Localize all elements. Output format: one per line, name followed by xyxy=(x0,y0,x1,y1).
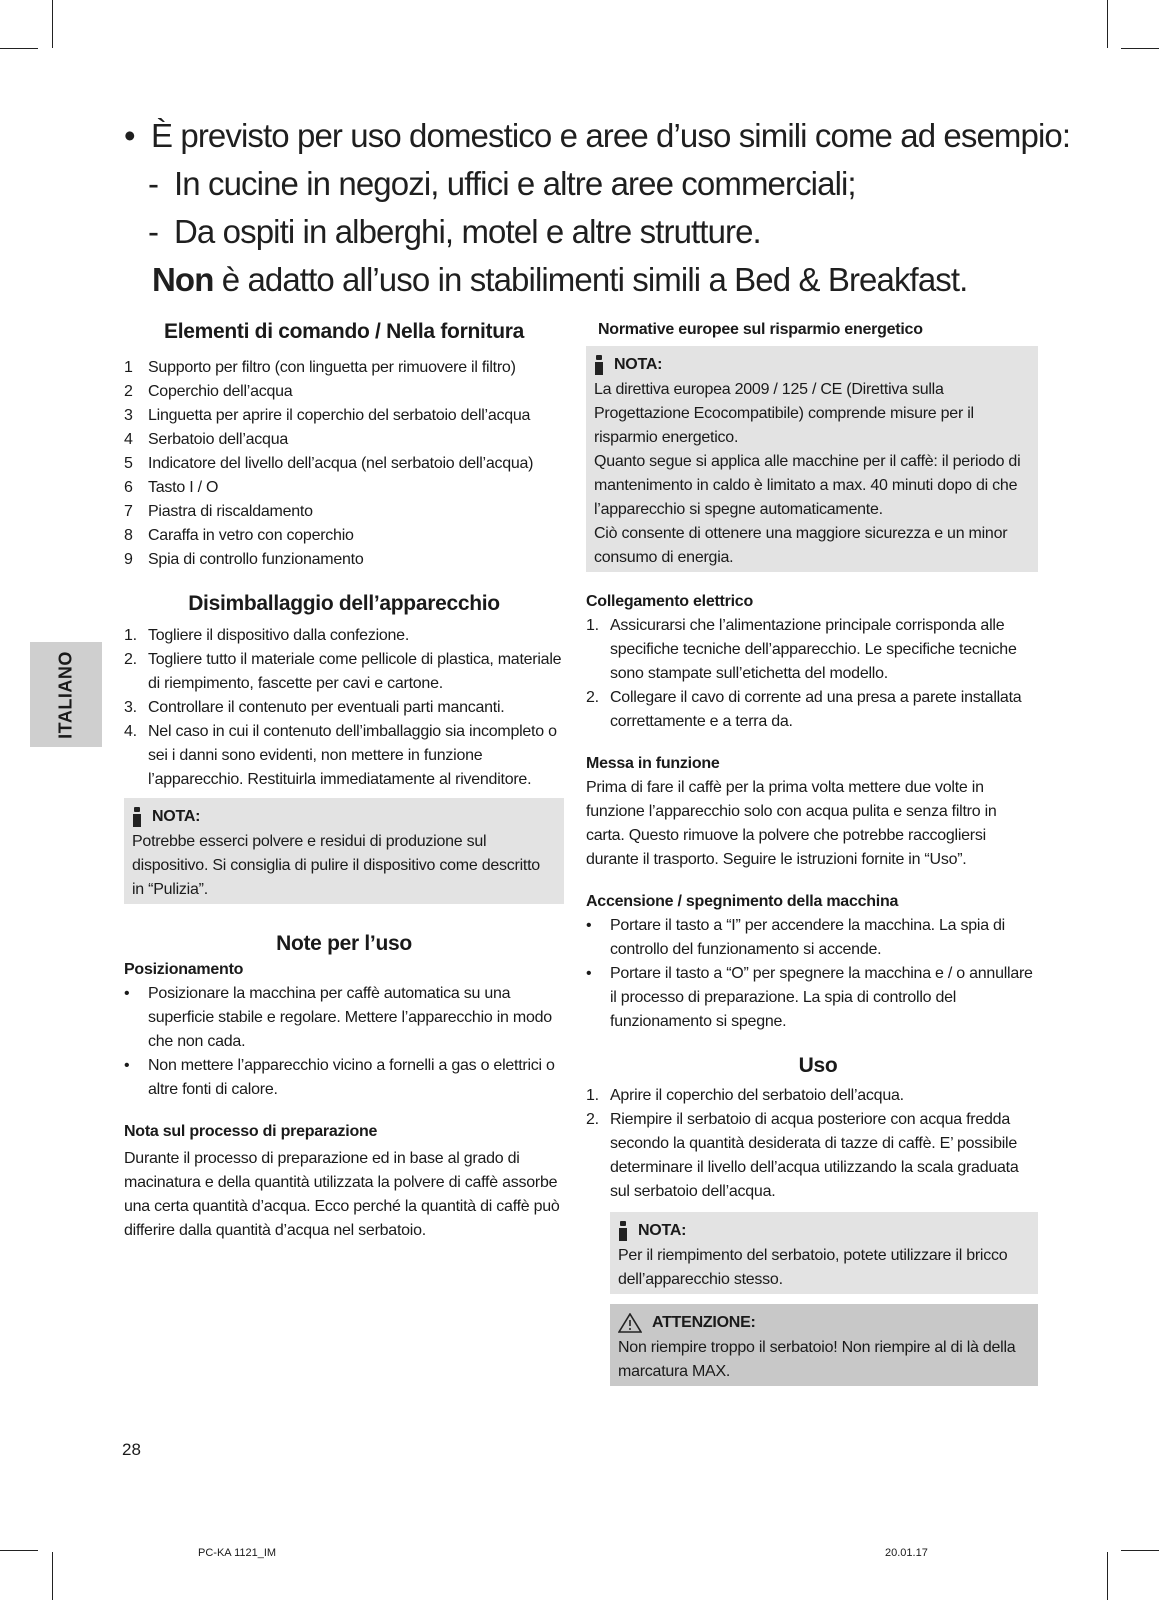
subsection-title: Messa in funzione xyxy=(586,755,720,772)
crop-mark xyxy=(1107,0,1108,48)
crop-mark xyxy=(0,1550,38,1551)
language-tab-label: ITALIANO xyxy=(55,650,76,739)
paragraph: Prima di fare il caffè per la prima volta mettere due volte in funzione l’apparecchio solo con acqua pulita e senza filtro in carta. Questo rimuove la polvere che potrebbe raccogliersi durante il trasporto. Seguire le istruzioni fornite in “Uso”. xyxy=(586,779,997,868)
list-item: 7 Piastra di riscaldamento xyxy=(124,503,313,520)
subsection-title: Nota sul processo di preparazione xyxy=(124,1123,378,1140)
intro-line: È previsto per uso domestico e aree d’uso simili come ad esempio: xyxy=(151,117,1071,154)
section-title: Elementi di comando / Nella fornitura xyxy=(164,320,524,343)
list-item: 2. Togliere tutto il materiale come pellicole di plastica, materiale di riempimento, fascette per cavi e cartone. xyxy=(124,651,562,692)
subsection-title: Normative europee sul risparmio energetico xyxy=(598,321,923,338)
page-number: 28 xyxy=(122,1440,141,1459)
list-item: 5 Indicatore del livello dell’acqua (nel serbatoio dell’acqua) xyxy=(124,455,534,472)
note-box: NOTA: Per il riempimento del serbatoio, potete utilizzare il bricco dell’apparecchio stesso. xyxy=(610,1212,1038,1294)
unpacking-list xyxy=(124,624,564,792)
list-item: 6 Tasto I / O xyxy=(124,479,219,496)
info-icon xyxy=(618,1221,628,1241)
intro-dash-item: - In cucine in negozi, uffici e altre aree commerciali; xyxy=(148,165,856,202)
crop-mark xyxy=(0,48,38,49)
list-item: • Portare il tasto a “O” per spegnere la macchina e / o annullare il processo di preparazione. La spia di controllo del funzionamento si spegne. xyxy=(586,965,1033,1030)
left-column xyxy=(124,318,564,1243)
list-item: 2. Riempire il serbatoio di acqua posteriore con acqua fredda secondo la quantità desiderata di tazze di caffè. E’ possibile determinare il livello dell’acqua utilizzando la scala graduata sul serbatoio dell’acqua. xyxy=(586,1111,1019,1200)
usage-list xyxy=(586,1084,1038,1204)
language-tab xyxy=(30,642,102,747)
intro-line: Non è adatto all’uso in stabilimenti simili a Bed & Breakfast. xyxy=(152,261,968,298)
section-title: Note per l’uso xyxy=(276,932,412,955)
list-item: 3. Controllare il contenuto per eventuali parti mancanti. xyxy=(124,699,505,716)
note-text: Potrebbe esserci polvere e residui di produzione sul dispositivo. Si consiglia di pulire il dispositivo come descritto in “Pulizia”. xyxy=(132,833,540,898)
list-item: 2. Collegare il cavo di corrente ad una presa a parete installata correttamente e a terra da. xyxy=(586,689,1022,730)
warning-box: ATTENZIONE: Non riempire troppo il serbatoio! Non riempire al di là della marcatura MAX. xyxy=(610,1304,1038,1386)
crop-mark xyxy=(52,1552,53,1600)
electrical-connection-list xyxy=(586,614,1038,734)
list-item: 8 Caraffa in vetro con coperchio xyxy=(124,527,354,544)
subsection-title: Collegamento elettrico xyxy=(586,593,753,610)
footer-doc-id: PC-KA 1121_IM xyxy=(198,1547,277,1559)
crop-mark xyxy=(1121,48,1159,49)
crop-mark xyxy=(52,0,53,48)
subsection-title: Posizionamento xyxy=(124,961,244,978)
warning-triangle-icon xyxy=(618,1313,642,1333)
crop-mark xyxy=(1107,1552,1108,1600)
list-item: 9 Spia di controllo funzionamento xyxy=(124,551,364,568)
note-box: NOTA: Potrebbe esserci polvere e residui di produzione sul dispositivo. Si consiglia di pulire il dispositivo come descritto in “Pulizia”. xyxy=(124,798,564,904)
list-item: • Posizionare la macchina per caffè automatica su una superficie stabile e regolare. Mettere l’apparecchio in modo che non cada. xyxy=(124,985,552,1050)
components-list xyxy=(124,356,564,572)
crop-mark xyxy=(1121,1550,1159,1551)
section-title: Disimballaggio dell’apparecchio xyxy=(188,592,500,615)
section-title: Uso xyxy=(798,1054,838,1077)
list-item: 2 Coperchio dell’acqua xyxy=(124,383,293,400)
positioning-list xyxy=(124,982,564,1102)
note-box: NOTA: La direttiva europea 2009 / 125 / CE (Direttiva sulla Progettazione Ecocompatibile) comprende misure per il risparmio energetico. Quanto segue si applica alle macchine per il caffè: il periodo di mantenimento in caldo è limitato a max. 40 minuti dopo di che l’apparecchio si spegne automaticamente. Ciò consente di ottenere una maggiore sicurezza e un minor consumo di energia. xyxy=(586,346,1038,572)
list-item: • Non mettere l’apparecchio vicino a fornelli a gas o elettrici o altre fonti di calore. xyxy=(124,1057,555,1098)
list-item: 1. Aprire il coperchio del serbatoio dell’acqua. xyxy=(586,1087,904,1104)
list-item: 1. Togliere il dispositivo dalla confezione. xyxy=(124,627,410,644)
intro-bullet: • xyxy=(124,117,135,154)
list-item: 3 Linguetta per aprire il coperchio del serbatoio dell’acqua xyxy=(124,407,531,424)
list-item: 4 Serbatoio dell’acqua xyxy=(124,431,288,448)
right-column xyxy=(586,318,1038,1386)
footer-date: 20.01.17 xyxy=(885,1547,928,1559)
power-list xyxy=(586,914,1038,1034)
info-icon xyxy=(594,355,604,375)
info-icon xyxy=(132,807,142,827)
list-item: 4. Nel caso in cui il contenuto dell’imballaggio sia incompleto o sei i danni sono evidenti, non mettere in funzione l’apparecchio. Restituirla immediatamente al rivenditore. xyxy=(124,723,557,788)
list-item: • Portare il tasto a “I” per accendere la macchina. La spia di controllo del funzionamento si accende. xyxy=(586,917,1005,958)
list-item: 1. Assicurarsi che l’alimentazione principale corrisponda alle specifiche tecniche dell’apparecchio. Le specifiche tecniche sono stampate sull’etichetta del modello. xyxy=(586,617,1017,682)
intro-block xyxy=(124,112,1124,304)
paragraph: Durante il processo di preparazione ed in base al grado di macinatura e della quantità utilizzata la polvere di caffè assorbe una certa quantità d’acqua. Ecco perché la quantità di caffè può differire dalla quantità d’acqua nel serbatoio. xyxy=(124,1150,560,1239)
list-item: 1 Supporto per filtro (con linguetta per rimuovere il filtro) xyxy=(124,359,516,376)
subsection-title: Accensione / spegnimento della macchina xyxy=(586,893,899,910)
intro-dash-item: - Da ospiti in alberghi, motel e altre strutture. xyxy=(148,213,761,250)
